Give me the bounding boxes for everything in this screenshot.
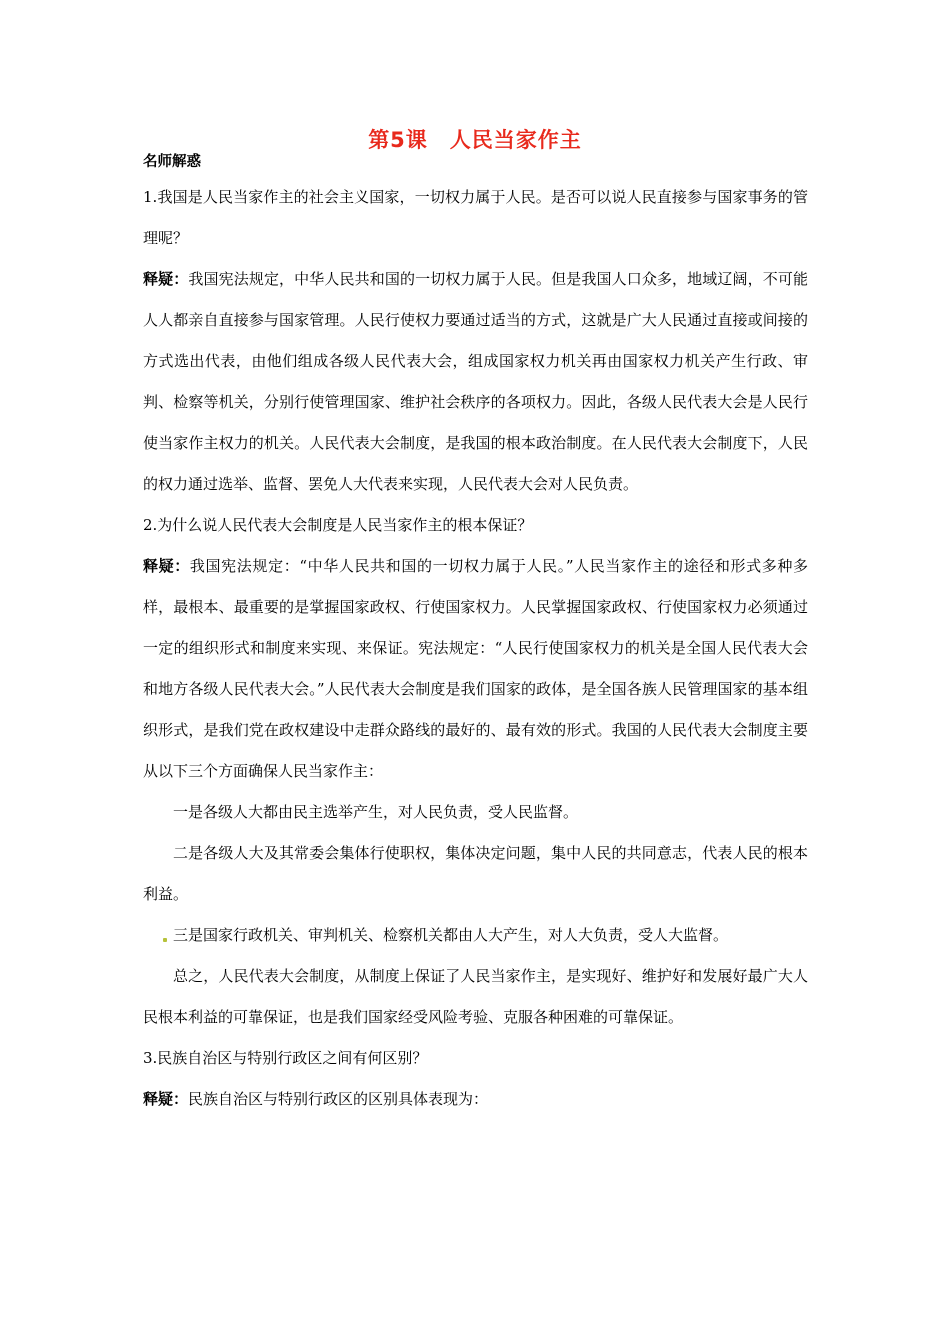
- point-3-text: 三是国家行政机关、审判机关、检察机关都由人大产生，对人大负责，受人大监督。: [173, 926, 729, 944]
- answer-1-text: 我国宪法规定，中华人民共和国的一切权力属于人民。但是我国人口众多，地域辽阔，不可能人人都亲自直接参与国家管理。人民行使权力要通过适当的方式，这就是广大人民通过直接或间接的方式选出代表，由他们组成各级人民代表大会，组成国家权力机关再由国家权力机关产生行政、审判、检察等机关，分别行使管理国家、维护社会秩序的各项权力。因此，各级人民代表大会是人民行使当家作主权力的机关。人民代表大会制度，是我国的根本政治制度。在人民代表大会制度下，人民的权力通过选举、监督、罢免人大代表来实现，人民代表大会对人民负责。: [143, 270, 808, 493]
- point-1: 一是各级人大都由民主选举产生，对人民负责，受人民监督。: [173, 803, 579, 821]
- answer-3-text: 民族自治区与特别行政区的区别具体表现为：: [188, 1090, 489, 1108]
- point-2: 二是各级人大及其常委会集体行使职权，集体决定问题，集中人民的共同意志，代表人民的根本利益。: [143, 844, 808, 903]
- answer-label: 释疑：: [143, 270, 189, 288]
- page-title: 第5课 人民当家作主: [368, 128, 582, 152]
- summary-paragraph: 总之，人民代表大会制度，从制度上保证了人民当家作主，是实现好、维护好和发展好最广大人民根本利益的可靠保证，也是我们国家经受风险考验、克服各种困难的可靠保证。: [143, 967, 808, 1026]
- answer-2: [143, 546, 808, 792]
- answer-label: 释疑：: [143, 1090, 189, 1108]
- answer-1: [143, 259, 808, 505]
- answer-3: [143, 1079, 808, 1120]
- section-heading: 名师解惑: [143, 154, 201, 170]
- answer-2-text: 我国宪法规定：“中华人民共和国的一切权力属于人民。”人民当家作主的途径和形式多种多样，最根本、最重要的是掌握国家政权、行使国家权力。人民掌握国家政权、行使国家权力必须通过一定的组织形式和制度来实现、来保证。宪法规定：“人民行使国家权力的机关是全国人民代表大会和地方各级人民代表大会。”人民代表大会制度是我们国家的政体，是全国各族人民管理国家的基本组织形式，是我们党在政权建设中走群众路线的最好的、最有效的形式。我国的人民代表大会制度主要从以下三个方面确保人民当家作主：: [143, 557, 808, 780]
- document-body: [143, 152, 808, 1120]
- question-3: 3.民族自治区与特别行政区之间有何区别？: [143, 1049, 428, 1067]
- point-3: [143, 915, 808, 956]
- marker-dot: [163, 938, 167, 942]
- question-1: 1.我国是人民当家作主的社会主义国家，一切权力属于人民。是否可以说人民直接参与国家事务的管理呢？: [143, 188, 808, 247]
- question-2: 2.为什么说人民代表大会制度是人民当家作主的根本保证？: [143, 516, 533, 534]
- answer-label: 释疑：: [143, 557, 190, 575]
